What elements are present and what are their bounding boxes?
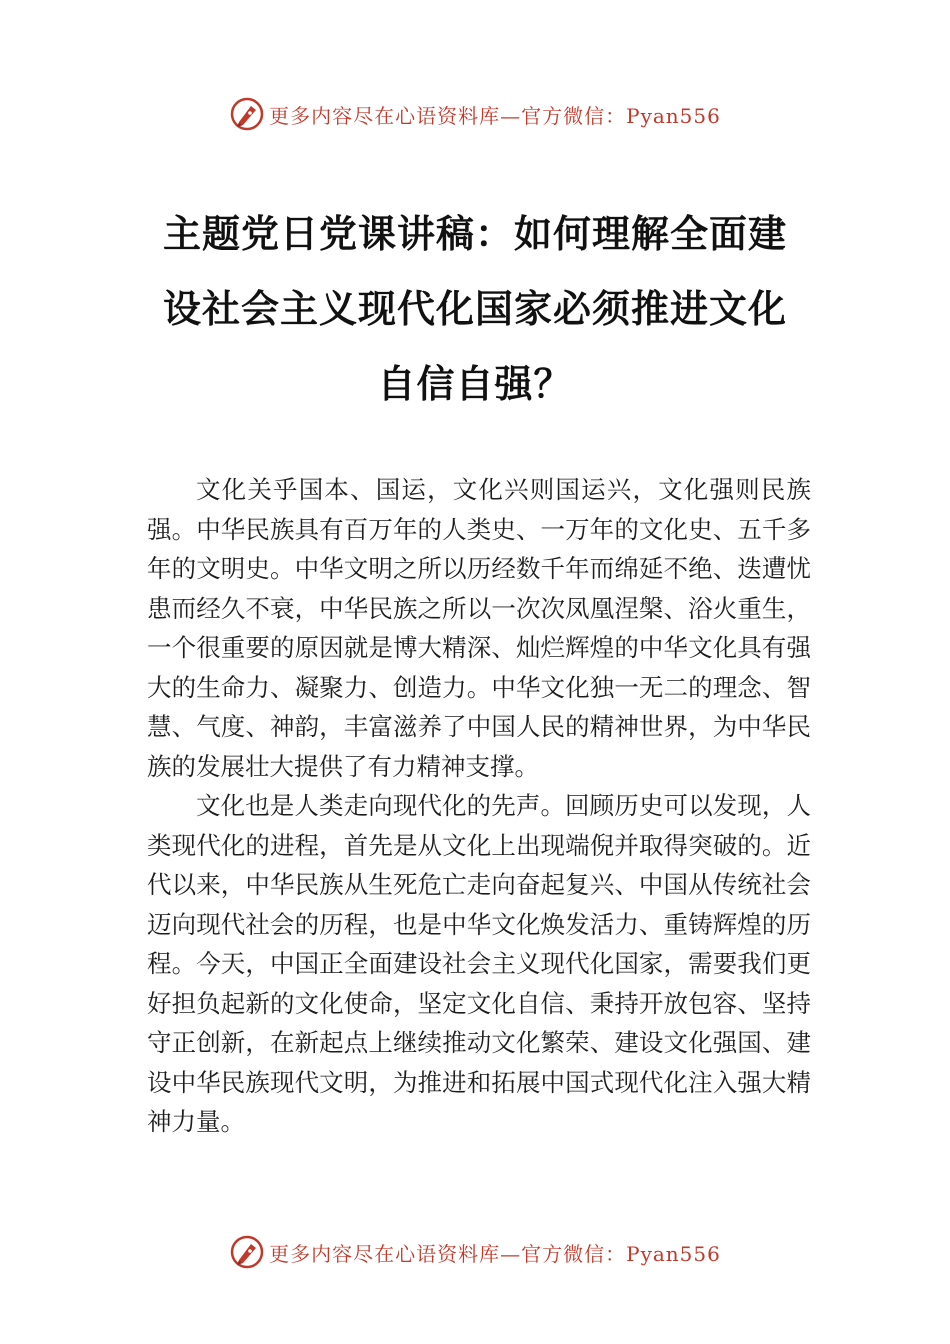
document-body xyxy=(147,470,811,1142)
footer-banner-text: 更多内容尽在心语资料库—官方微信：Pyan556 xyxy=(269,1241,721,1266)
footer-banner xyxy=(0,1230,950,1274)
header-banner-text: 更多内容尽在心语资料库—官方微信：Pyan556 xyxy=(269,103,721,128)
page-title: 主题党日党课讲稿：如何理解全面建设社会主义现代化国家必须推进文化自信自强？ xyxy=(162,211,787,406)
pen-nib-logo-icon xyxy=(229,1234,265,1270)
paragraph-1: 文化关乎国本、国运，文化兴则国运兴，文化强则民族强。中华民族具有百万年的人类史、一万年的文化史、五千多年的文明史。中华文明之所以历经数千年而绵延不绝、迭遭忧患而经久不衰，中华民族之所以一次次凤凰涅槃、浴火重生，一个很重要的原因就是博大精深、灿烂辉煌的中华文化具有强大的生命力、凝聚力、创造力。中华文化独一无二的理念、智慧、气度、神韵，丰富滋养了中国人民的精神世界，为中华民族的发展壮大提供了有力精神支撑。 xyxy=(147,475,811,781)
pen-nib-logo-icon xyxy=(229,96,265,132)
paragraph-2: 文化也是人类走向现代化的先声。回顾历史可以发现，人类现代化的进程，首先是从文化上出现端倪并取得突破的。近代以来，中华民族从生死危亡走向奋起复兴、中国从传统社会迈向现代社会的历程，也是中华文化焕发活力、重铸辉煌的历程。今天，中国正全面建设社会主义现代化国家，需要我们更好担负起新的文化使命，坚定文化自信、秉持开放包容、坚持守正创新，在新起点上继续推动文化繁荣、建设文化强国、建设中华民族现代文明，为推进和拓展中国式现代化注入强大精神力量。 xyxy=(147,791,811,1136)
header-banner xyxy=(0,92,950,136)
